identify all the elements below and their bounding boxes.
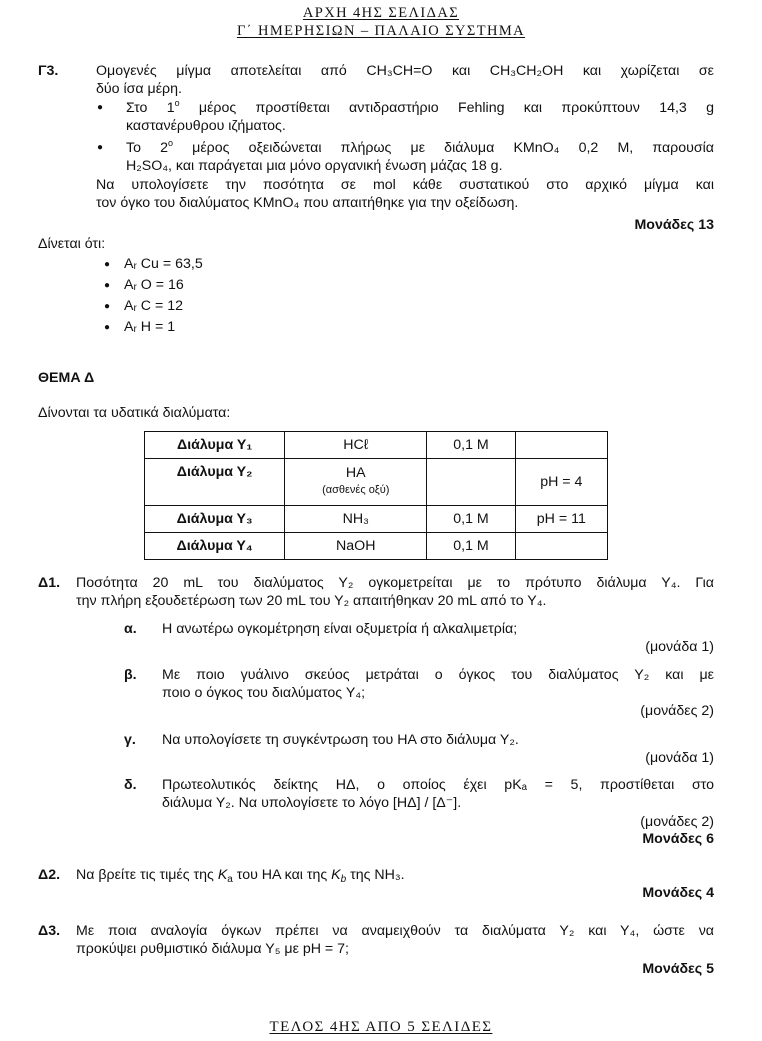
question-d2-text: Να βρείτε τις τιμές της $K_a$ του HA και της $K_b$ της NH₃. — [76, 867, 405, 885]
table-cell-substance: NH₃ — [285, 506, 427, 533]
table-cell-ph: pH = 11 — [515, 506, 607, 533]
table-cell-label: Διάλυμα Υ₂ — [145, 459, 285, 506]
given-label: Δίνεται ότι: — [38, 236, 106, 252]
question-d1d-line1: Πρωτεολυτικός δείκτης HΔ, ο οποίος έχει pKₐ = 5, προστίθεται στο — [162, 777, 714, 793]
table-cell-substance: NaOH — [285, 533, 427, 560]
bullet-icon: ● — [97, 142, 104, 153]
question-d3-line2: προκύψει ρυθμιστικό διάλυμα Υ₅ με pH = 7; — [76, 941, 349, 957]
question-d1a-label: α. — [124, 621, 137, 637]
page-header-top: ΑΡΧΗ 4ΗΣ ΣΕΛΙΔΑΣ — [302, 5, 460, 21]
question-g3-intro-line1: Ομογενές μίγμα αποτελείται από CH₃CH=O και CH₃CH₂OH και χωρίζεται σε — [96, 63, 714, 79]
table-cell-label: Διάλυμα Υ₁ — [145, 432, 285, 459]
table-row — [145, 432, 608, 459]
bullet-icon: ● — [104, 301, 111, 312]
question-d1d-points: (μονάδες 2) — [640, 814, 714, 830]
table-cell-label: Διάλυμα Υ₄ — [145, 533, 285, 560]
question-d1b-line2: ποιο ο όγκος του διαλύματος Υ₄; — [162, 685, 366, 701]
given-item: Aᵣ C = 12 — [124, 298, 184, 314]
table-row — [145, 533, 608, 560]
question-d1a-text: Η ανωτέρω ογκομέτρηση είναι οξυμετρία ή αλκαλιμετρία; — [162, 621, 518, 637]
question-g3-points: Μονάδες 13 — [634, 217, 714, 233]
bullet-icon: ● — [104, 259, 111, 270]
page-header-sub: Γ΄ ΗΜΕΡΗΣΙΩΝ – ΠΑΛΑΙΟ ΣΥΣΤΗΜΑ — [236, 23, 526, 39]
bullet-icon: ● — [104, 322, 111, 333]
question-d1a-points: (μονάδα 1) — [645, 639, 714, 655]
question-g3-ask-line2: τον όγκο του διαλύματος KMnO₄ που απαιτήθηκε για την οξείδωση. — [96, 195, 519, 211]
page-footer: ΤΕΛΟΣ 4ΗΣ ΑΠΟ 5 ΣΕΛΙΔΕΣ — [269, 1019, 493, 1035]
table-cell-substance: HA (ασθενές οξύ) — [285, 459, 427, 506]
question-g3-label: Γ3. — [38, 63, 59, 79]
bullet-icon: ● — [104, 280, 111, 291]
theme-title: ΘΕΜΑ Δ — [38, 370, 95, 386]
question-g3-bullet2-line2: H₂SO₄, και παράγεται μια μόνο οργανική ένωση μάζας 18 g. — [126, 158, 503, 174]
question-d2-label: Δ2. — [38, 867, 61, 883]
table-cell-ph: pH = 4 — [515, 459, 607, 506]
table-row — [145, 506, 608, 533]
question-d1-points: Μονάδες 6 — [642, 831, 714, 847]
table-cell-ph — [515, 533, 607, 560]
question-d1d-line2: διάλυμα Υ₂. Να υπολογίσετε το λόγο [HΔ] / [Δ⁻]. — [162, 795, 462, 811]
question-d3-label: Δ3. — [38, 923, 61, 939]
table-cell-label: Διάλυμα Υ₃ — [145, 506, 285, 533]
table-cell-ph — [515, 432, 607, 459]
theme-intro: Δίνονται τα υδατικά διαλύματα: — [38, 405, 231, 421]
table-row — [145, 459, 608, 506]
question-d1c-points: (μονάδα 1) — [645, 750, 714, 766]
table-cell-concentration: 0,1 M — [427, 533, 515, 560]
question-g3-bullet1-line2: καστανέρυθρου ιζήματος. — [126, 118, 286, 134]
table-cell-note: (ασθενές οξύ) — [322, 484, 390, 496]
question-d1b-label: β. — [124, 667, 137, 683]
question-d3-line1: Με ποια αναλογία όγκων πρέπει να αναμειχθούν τα διαλύματα Υ₂ και Υ₄, ώστε να — [76, 923, 714, 939]
table-cell-substance: HCℓ — [285, 432, 427, 459]
question-d3-points: Μονάδες 5 — [642, 961, 714, 977]
table-cell-concentration: 0,1 M — [427, 432, 515, 459]
question-d1-line2: την πλήρη εξουδετέρωση των 20 mL του Υ₂ απαιτήθηκαν 20 mL από το Υ₄. — [76, 593, 547, 609]
question-d1b-line1: Με ποιο γυάλινο σκεύος μετράται ο όγκος του διαλύματος Υ₂ και με — [162, 667, 714, 683]
question-d1c-label: γ. — [124, 732, 136, 748]
question-g3-intro-line2: δύο ίσα μέρη. — [96, 81, 182, 97]
given-item: Aᵣ O = 16 — [124, 277, 184, 293]
question-g3-ask-line1: Να υπολογίσετε την ποσότητα σε mol κάθε συστατικού στο αρχικό μίγμα και — [96, 177, 714, 193]
question-g3-bullet1-line1: Στο $1^o$ μέρος προστίθεται αντιδραστήριο Fehling και προκύπτουν 14,3 g — [126, 98, 715, 116]
question-g3-bullet2-line1: Το $2^o$ μέρος οξειδώνεται πλήρως με διάλυμα KMnO₄ 0,2 M, παρουσία — [126, 138, 714, 156]
given-item: Aᵣ Cu = 63,5 — [124, 256, 203, 272]
question-d1c-text: Να υπολογίσετε τη συγκέντρωση του HA στο διάλυμα Υ₂. — [162, 732, 519, 748]
solutions-table — [144, 431, 608, 560]
question-d1-label: Δ1. — [38, 575, 61, 591]
question-d1-line1: Ποσότητα 20 mL του διαλύματος Υ₂ ογκομετρείται με το πρότυπο διάλυμα Υ₄. Για — [76, 575, 714, 591]
table-cell-concentration: 0,1 M — [427, 506, 515, 533]
question-d2-points: Μονάδες 4 — [642, 885, 714, 901]
question-d1d-label: δ. — [124, 777, 137, 793]
table-cell-concentration — [427, 459, 515, 506]
given-item: Aᵣ H = 1 — [124, 319, 176, 335]
question-d1b-points: (μονάδες 2) — [640, 703, 714, 719]
bullet-icon: ● — [97, 102, 104, 113]
